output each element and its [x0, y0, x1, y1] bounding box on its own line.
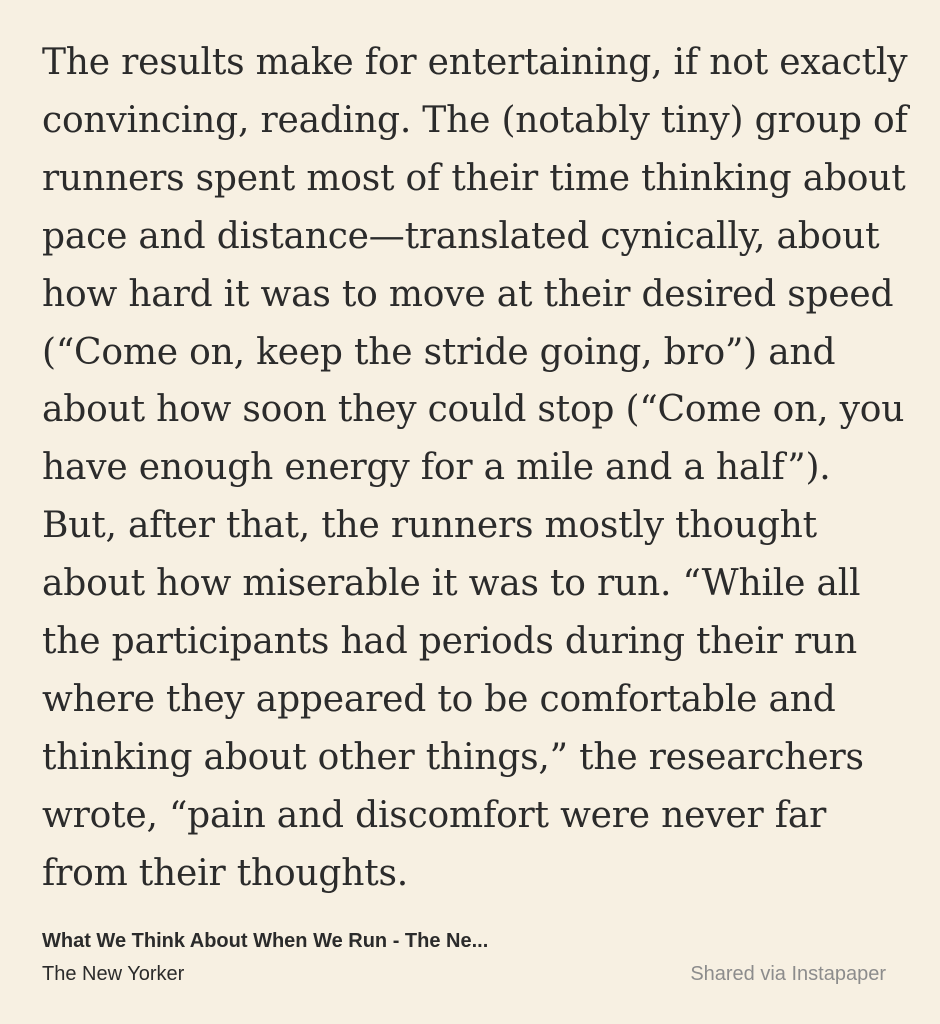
- quote-line: how hard it was to move at their desired speed: [42, 273, 894, 315]
- footer-bottom-row: [42, 956, 886, 992]
- quote-line: (“Come on, keep the stride going, bro”) and: [42, 331, 836, 373]
- quote-line: about how miserable it was to run. “While all: [42, 563, 861, 605]
- quote-line: about how soon they could stop (“Come on, you: [42, 389, 905, 431]
- quote-line: runners spent most of their time thinking about: [42, 157, 906, 199]
- quote-line: have enough energy for a mile and a half”).: [42, 447, 831, 489]
- publication-name: The New Yorker: [42, 962, 185, 985]
- instapaper-credit: Shared via Instapaper: [690, 962, 886, 985]
- quote-line: from their thoughts.: [42, 852, 409, 894]
- share-footer: [42, 926, 886, 992]
- quote-text: [42, 34, 912, 903]
- quote-line: thinking about other things,” the researchers: [42, 736, 864, 778]
- quote-line: pace and distance—translated cynically, about: [42, 215, 880, 257]
- quote-line: But, after that, the runners mostly thought: [42, 505, 817, 547]
- quote-line: where they appeared to be comfortable and: [42, 678, 836, 720]
- quote-line: wrote, “pain and discomfort were never far: [42, 794, 827, 836]
- article-title-link[interactable]: What We Think About When We Run - The Ne...: [42, 930, 489, 952]
- quote-line: convincing, reading. The (notably tiny) group of: [42, 99, 908, 141]
- quote-line: the participants had periods during their run: [42, 621, 858, 663]
- quote-line: The results make for entertaining, if not exactly: [42, 42, 908, 83]
